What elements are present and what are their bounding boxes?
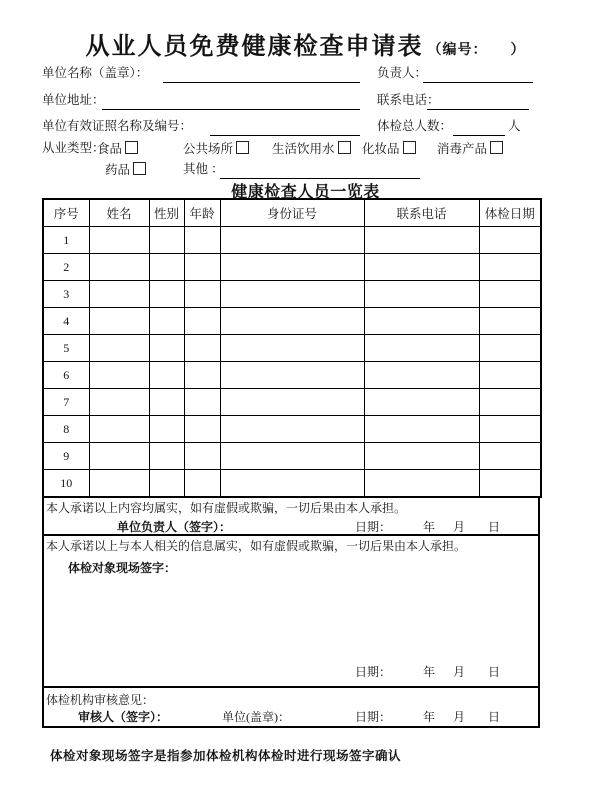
table-row (43, 470, 541, 498)
table-cell[interactable] (89, 281, 149, 308)
table-cell[interactable] (220, 416, 364, 443)
table-row (43, 416, 541, 443)
table-cell[interactable] (89, 335, 149, 362)
table-cell[interactable] (479, 308, 541, 335)
date-month-label: 月 (453, 710, 466, 724)
checkbox-cosmetics[interactable] (403, 141, 416, 154)
headcount-unit-label: 人 (508, 119, 521, 133)
table-cell[interactable] (364, 443, 479, 470)
table-cell[interactable] (149, 470, 184, 498)
option-disinfection (437, 141, 503, 157)
examinee-sign-label[interactable]: 体检对象现场签字： (68, 561, 177, 575)
date-label: 日期： (355, 520, 392, 534)
date-day-label: 日 (488, 665, 501, 679)
option-food (97, 141, 138, 157)
unit-name-line (42, 66, 542, 81)
table-cell[interactable] (184, 335, 220, 362)
table-cell[interactable] (149, 335, 184, 362)
occupation-type-line (42, 141, 542, 156)
table-cell[interactable] (479, 416, 541, 443)
other-label: 其他 ： (183, 162, 224, 176)
unit-sign-line (44, 518, 538, 535)
date-year-label: 年 (423, 710, 436, 724)
table-row (43, 281, 541, 308)
table-cell[interactable] (89, 416, 149, 443)
table-cell[interactable] (479, 362, 541, 389)
header-gender: 性别 (149, 199, 184, 227)
row-number-cell: 3 (43, 281, 89, 308)
row-number-cell: 5 (43, 335, 89, 362)
table-cell[interactable] (149, 443, 184, 470)
date-year-label: 年 (423, 520, 436, 534)
table-cell[interactable] (89, 470, 149, 498)
table-cell[interactable] (220, 335, 364, 362)
date-month-label: 月 (453, 665, 466, 679)
form-number-label: （编号： ） (427, 43, 526, 58)
table-cell[interactable] (149, 254, 184, 281)
header-exam-date: 体检日期 (479, 199, 541, 227)
table-cell[interactable] (364, 362, 479, 389)
table-cell[interactable] (364, 308, 479, 335)
table-cell[interactable] (479, 281, 541, 308)
option-drinking-water-label: 生活饮用水 (272, 142, 335, 156)
examinee-sign-line (44, 559, 538, 576)
checkbox-disinfection-product[interactable] (490, 141, 503, 154)
table-cell[interactable] (479, 254, 541, 281)
table-cell[interactable] (89, 254, 149, 281)
headcount-label: 体检总人数： (377, 119, 453, 133)
table-cell[interactable] (184, 362, 220, 389)
option-disinfection-label: 消毒产品 (437, 142, 488, 156)
table-header-row (43, 199, 541, 227)
table-cell[interactable] (220, 227, 364, 254)
reviewer-sign-label[interactable]: 审核人（签字）： (78, 710, 169, 724)
table-cell[interactable] (89, 362, 149, 389)
header-phone: 联系电话 (364, 199, 479, 227)
form-title-row (0, 26, 611, 61)
checkbox-food[interactable] (125, 141, 138, 154)
checkbox-drinking-water[interactable] (338, 141, 351, 154)
table-cell[interactable] (149, 416, 184, 443)
roster-and-sections (42, 198, 540, 728)
row-number-cell: 2 (43, 254, 89, 281)
unit-address-label: 单位地址： (42, 93, 105, 107)
table-cell[interactable] (149, 308, 184, 335)
phone-input-line[interactable] (427, 95, 529, 110)
table-cell[interactable] (364, 281, 479, 308)
option-public-place-label: 公共场所 (183, 142, 234, 156)
health-check-roster-table (42, 198, 542, 498)
table-row (43, 389, 541, 416)
table-cell[interactable] (184, 308, 220, 335)
examinee-date-line (44, 663, 538, 678)
table-cell[interactable] (364, 389, 479, 416)
unit-name-input-line[interactable] (163, 68, 360, 83)
other-type-line (42, 162, 542, 177)
date-label: 日期： (355, 710, 392, 724)
option-public-place (183, 141, 249, 157)
table-row (43, 254, 541, 281)
row-number-cell: 6 (43, 362, 89, 389)
date-day-label: 日 (488, 520, 501, 534)
license-input-line[interactable] (210, 121, 360, 136)
roster-subtitle: 健康检查人员一览表 (231, 184, 380, 201)
row-number-cell: 4 (43, 308, 89, 335)
table-cell[interactable] (184, 254, 220, 281)
checkbox-public-place[interactable] (236, 141, 249, 154)
header-id-number: 身份证号 (220, 199, 364, 227)
table-cell[interactable] (184, 470, 220, 498)
date-day-label: 日 (488, 710, 501, 724)
form-title: 从业人员免费健康检查申请表 (85, 33, 424, 60)
review-opinion-label: 体检机构审核意见： (46, 693, 155, 707)
table-cell[interactable] (149, 227, 184, 254)
table-cell[interactable] (479, 335, 541, 362)
review-sign-line (44, 708, 538, 725)
other-input-line[interactable] (220, 164, 420, 179)
checkbox-medicine[interactable] (133, 162, 146, 175)
table-cell[interactable] (364, 470, 479, 498)
table-cell[interactable] (220, 443, 364, 470)
unit-pledge-section (42, 498, 540, 536)
table-row (43, 227, 541, 254)
option-cosmetics (362, 141, 416, 157)
table-cell[interactable] (149, 362, 184, 389)
table-cell[interactable] (89, 443, 149, 470)
unit-address-input-line[interactable] (102, 95, 360, 110)
license-line (42, 119, 542, 134)
principal-label: 负责人： (377, 66, 428, 80)
row-number-cell: 1 (43, 227, 89, 254)
table-cell[interactable] (220, 308, 364, 335)
unit-seal-label[interactable]: 单位(盖章)： (222, 710, 290, 724)
option-medicine (105, 162, 146, 178)
table-row (43, 443, 541, 470)
option-food-label: 食品 (97, 142, 123, 156)
table-cell[interactable] (479, 227, 541, 254)
header-age: 年龄 (184, 199, 220, 227)
table-cell[interactable] (89, 227, 149, 254)
table-cell[interactable] (220, 389, 364, 416)
table-cell[interactable] (149, 389, 184, 416)
table-cell[interactable] (364, 254, 479, 281)
table-cell[interactable] (479, 470, 541, 498)
license-label: 单位有效证照名称及编号： (42, 119, 193, 133)
principal-input-line[interactable] (423, 68, 533, 83)
table-cell[interactable] (89, 389, 149, 416)
table-cell[interactable] (364, 335, 479, 362)
table-cell[interactable] (184, 416, 220, 443)
row-number-cell: 7 (43, 389, 89, 416)
date-year-label: 年 (423, 665, 436, 679)
table-cell[interactable] (184, 227, 220, 254)
headcount-input-line[interactable] (453, 121, 505, 136)
table-cell[interactable] (220, 281, 364, 308)
header-seq: 序号 (43, 199, 89, 227)
unit-pledge-statement: 本人承诺以上内容均属实，如有虚假或欺骗，一切后果由本人承担。 (46, 501, 407, 515)
row-number-cell: 9 (43, 443, 89, 470)
header-name: 姓名 (89, 199, 149, 227)
review-section (42, 688, 540, 728)
table-cell[interactable] (184, 281, 220, 308)
table-cell[interactable] (184, 443, 220, 470)
table-cell[interactable] (364, 227, 479, 254)
date-month-label: 月 (453, 520, 466, 534)
table-cell[interactable] (479, 443, 541, 470)
table-cell[interactable] (184, 389, 220, 416)
table-cell[interactable] (479, 389, 541, 416)
unit-name-label: 单位名称（盖章）： (42, 66, 149, 80)
option-medicine-label: 药品 (105, 163, 131, 177)
table-cell[interactable] (89, 308, 149, 335)
table-row (43, 308, 541, 335)
phone-label: 联系电话： (377, 93, 440, 107)
table-cell[interactable] (364, 416, 479, 443)
person-pledge-statement: 本人承诺以上与本人相关的信息属实，如有虚假或欺骗，一切后果由本人承担。 (46, 539, 467, 553)
table-cell[interactable] (220, 254, 364, 281)
table-cell[interactable] (149, 281, 184, 308)
option-cosmetics-label: 化妆品 (362, 142, 400, 156)
row-number-cell: 10 (43, 470, 89, 498)
table-row (43, 362, 541, 389)
table-row (43, 335, 541, 362)
unit-address-line (42, 93, 542, 108)
table-cell[interactable] (220, 470, 364, 498)
footer-note: 体检对象现场签字是指参加体检机构体检时进行现场签字确认 (50, 749, 402, 763)
row-number-cell: 8 (43, 416, 89, 443)
person-pledge-section (42, 536, 540, 688)
date-label: 日期： (355, 665, 392, 679)
option-drinking-water (272, 141, 351, 157)
table-cell[interactable] (220, 362, 364, 389)
unit-sign-label[interactable]: 单位负责人（签字）： (117, 520, 232, 534)
occupation-type-label: 从业类型： (42, 141, 105, 155)
